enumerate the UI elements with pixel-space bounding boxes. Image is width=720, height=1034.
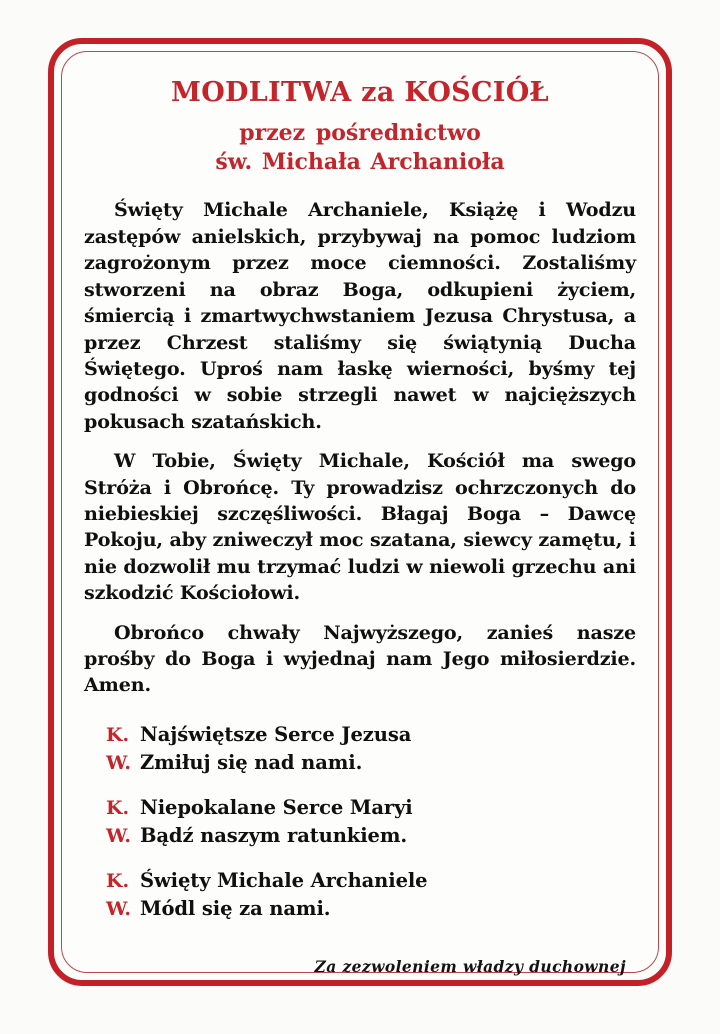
- versicle-line: [84, 794, 636, 822]
- card-content: [84, 68, 636, 976]
- versicle-line: [84, 721, 636, 749]
- versicle-marker: K.: [106, 869, 130, 892]
- heading-block: [84, 78, 636, 175]
- prayer-paragraph: Obrońco chwały Najwyższego, zanieś nasze prośby do Boga i wyjednaj nam Jego miłosierdzie. Amen.: [84, 620, 636, 697]
- response-marker: W.: [106, 751, 131, 774]
- versicle-text: Święty Michale Archaniele: [140, 868, 428, 892]
- prayer-card: [48, 38, 672, 986]
- prayer-text-body: [84, 197, 636, 698]
- subtitle-line-2: św. Michała Archanioła: [215, 149, 505, 176]
- versicle-response-group: [84, 794, 636, 850]
- response-text: Zmiłuj się nad nami.: [140, 750, 363, 774]
- response-text: Módl się za nami.: [140, 896, 331, 920]
- footer: [84, 957, 636, 976]
- imprimatur-note: Za zezwoleniem władzy duchownej: [314, 956, 626, 976]
- prayer-paragraph: W Tobie, Święty Michale, Kościół ma swego Stróża i Obrońcę. Ty prowadzisz ochrzczonych do niebieskiej szczęśliwości. Błagaj Boga – Dawcę Pokoju, aby zniweczył moc szatana, siewcy zamętu, i nie dozwolił mu trzymać ludzi w niewoli grzechu ani szkodzić Kościołowi.: [84, 449, 636, 605]
- response-line: [84, 822, 636, 850]
- response-line: [84, 749, 636, 777]
- versicle-response-group: [84, 721, 636, 777]
- prayer-paragraph: Święty Michale Archaniele, Książę i Wodzu zastępów anielskich, przybywaj na pomoc ludziom zagrożonym przez moce ciemności. Zostaliśmy stworzeni na obraz Boga, odkupieni życiem, śmiercią i zmartwychwstaniem Jezusa Chrystusa, a przez Chrzest staliśmy się świątynią Ducha Świętego. Uproś nam łaskę wierności, byśmy tej godności w sobie strzegli nawet w najcięższych pokusach szatańskich.: [84, 198, 636, 433]
- response-marker: W.: [106, 897, 131, 920]
- versicle-text: Niepokalane Serce Maryi: [140, 795, 413, 819]
- versicle-response-group: [84, 867, 636, 923]
- versicle-marker: K.: [106, 796, 130, 819]
- response-text: Bądź naszym ratunkiem.: [140, 823, 408, 847]
- versicle-marker: K.: [106, 723, 130, 746]
- versicle-line: [84, 867, 636, 895]
- response-marker: W.: [106, 824, 131, 847]
- versicle-response-list: [84, 721, 636, 923]
- subtitle-line-1: przez pośrednictwo: [239, 119, 481, 146]
- page-title: MODLITWA za KOŚCIÓŁ: [171, 77, 549, 108]
- versicle-text: Najświętsze Serce Jezusa: [140, 722, 412, 746]
- response-line: [84, 895, 636, 923]
